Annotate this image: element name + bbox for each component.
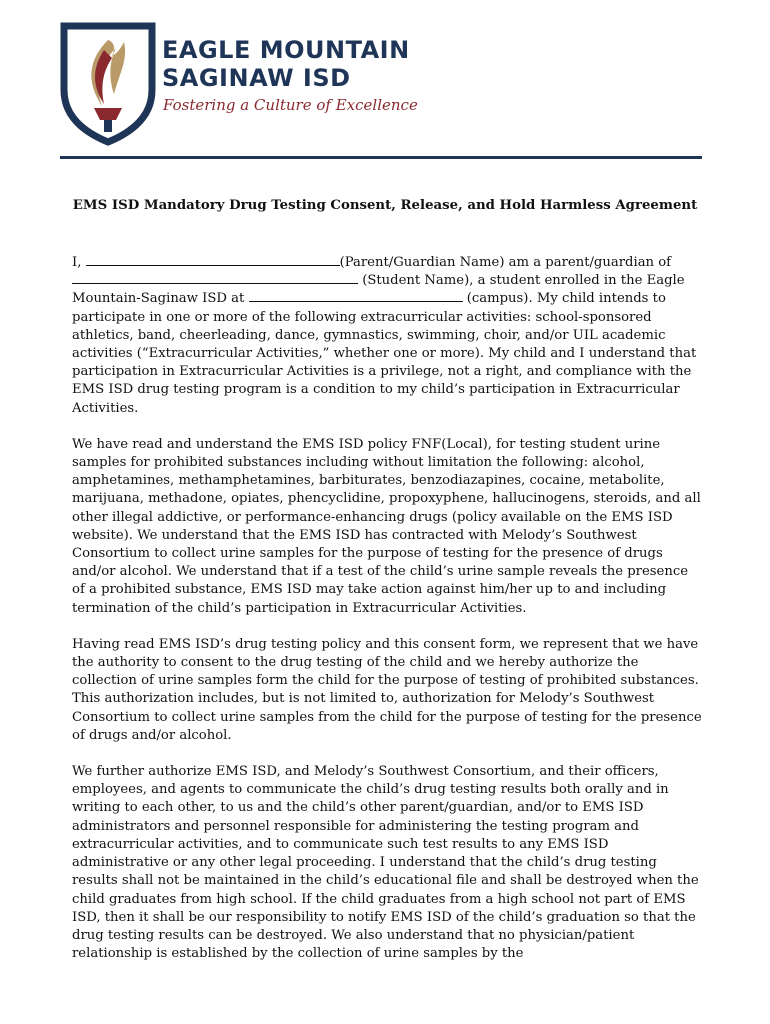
torch-shield-icon <box>58 20 158 146</box>
consent-text-parent: (Parent/Guardian Name) am a parent/guardian of <box>339 255 672 270</box>
consent-text-rest: (campus). My child intends to participate in one or more of the following extracurricular activities: school-sponsored athletics, band, cheerleading, dance, gymnastics, swimming, choir, and/or UIL academic activities (“Extracurricular Activities,” whether one or more). My child and I understand that participation in Extracurricular Activities is a privilege, not a right, and compliance with the EMS ISD drug testing program is a condition to my child’s participation in Extracurricular Activities. <box>72 291 697 416</box>
paragraph-policy: We have read and understand the EMS ISD policy FNF(Local), for testing student urine samples for prohibited substances including without limitation the following: alcohol, amphetamines, methamphetamines, barbiturates, benzodiazapines, cocaine, metabolite, marijuana, methadone, opiates, phencyclidine, propoxyphene, hallucinogens, steroids, and all other illegal addictive, or performance-enhancing drugs (policy available on the EMS ISD website). We understand that the EMS ISD has contracted with Melody’s Southwest Consortium to collect urine samples for the purpose of testing for the presence of drugs and/or alcohol. We understand that if a test of the child’s urine sample reveals the presence of a prohibited substance, EMS ISD may take action against him/her up to and including termination of the child’s participation in Extracurricular Activities. <box>72 436 701 616</box>
org-name-line2: SAGINAW ISD <box>162 64 351 92</box>
paragraph-authorization: Having read EMS ISD’s drug testing policy and this consent form, we represent that we have the authority to consent to the drug testing of the child and we hereby authorize the collection of urine samples form the child for the purpose of testing of prohibited substances. This authorization includes, but is not limited to, authorization for Melody’s Southwest Consortium to collect urine samples from the child for the purpose of testing for the presence of drugs and/or alcohol. <box>72 636 702 743</box>
document-title: EMS ISD Mandatory Drug Testing Consent, Release, and Hold Harmless Agreement <box>72 198 698 213</box>
document-body <box>72 254 702 981</box>
paragraph-consent <box>72 254 702 418</box>
campus-field[interactable] <box>249 290 463 302</box>
parent-name-field[interactable] <box>86 254 340 266</box>
header-divider <box>60 156 702 159</box>
district-logo <box>58 20 418 150</box>
org-tagline: Fostering a Culture of Excellence <box>163 96 418 114</box>
student-name-field[interactable] <box>72 272 358 284</box>
consent-text-start: I, <box>72 255 86 270</box>
consent-text-student: (Student Name), a student enrolled in the Eagle <box>358 273 685 289</box>
consent-text-campus: Mountain-Saginaw ISD at <box>72 291 249 307</box>
org-name-line1: EAGLE MOUNTAIN <box>162 36 410 64</box>
paragraph-communication: We further authorize EMS ISD, and Melody’s Southwest Consortium, and their officers, employees, and agents to communicate the child’s drug testing results both orally and in writing to each other, to us and the child’s other parent/guardian, and/or to EMS ISD administrators and personnel responsible for administering the testing program and extracurricular activities, and to communicate such test results to any EMS ISD administrative or any other legal proceeding. I understand that the child’s drug testing results shall not be maintained in the child’s educational file and shall be destroyed when the child graduates from high school. If the child graduates from a high school not part of EMS ISD, then it shall be our responsibility to notify EMS ISD of the child’s graduation so that the drug testing results can be destroyed. We also understand that no physician/patient relationship is established by the collection of urine samples by the <box>72 764 699 962</box>
